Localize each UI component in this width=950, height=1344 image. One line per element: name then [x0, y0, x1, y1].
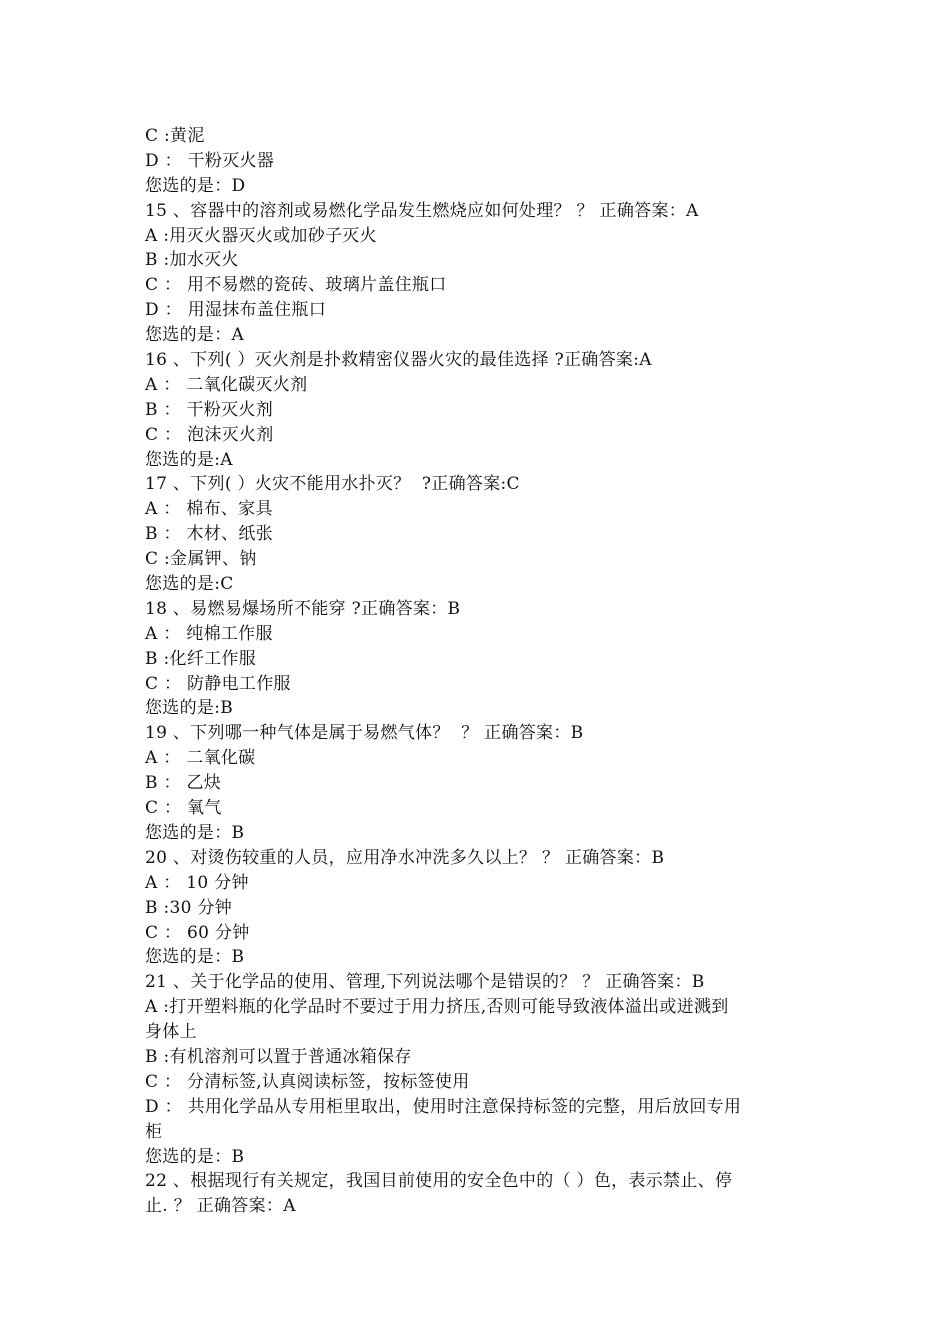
- option-line: B :有机溶剂可以置于普通冰箱保存: [145, 1046, 412, 1067]
- option-line: C ： 泡沫灭火剂: [145, 424, 274, 445]
- option-line: A ： 10 分钟: [145, 872, 249, 893]
- question-line: 17 、下列( ）火灾不能用水扑灭？ ?正确答案:C: [145, 474, 520, 495]
- option-line-continuation: 柜: [145, 1121, 163, 1142]
- selected-answer-line: 您选的是:C: [145, 574, 234, 595]
- option-line-continuation: 身体上: [145, 1022, 197, 1043]
- selected-answer-line: 您选的是：B: [145, 822, 245, 843]
- selected-answer-line: 您选的是：B: [145, 947, 245, 968]
- option-line: B :加水灭火: [145, 250, 239, 271]
- option-line: A ： 纯棉工作服: [145, 623, 273, 644]
- question-line: 20 、对烫伤较重的人员，应用净水冲洗多久以上？ ？ 正确答案：B: [145, 847, 665, 868]
- question-line-continuation: 止. ？ 正确答案：A: [145, 1196, 296, 1217]
- option-line: C ： 用不易燃的瓷砖、玻璃片盖住瓶口: [145, 275, 447, 296]
- selected-answer-line: 您选的是：A: [145, 325, 245, 346]
- selected-answer-line: 您选的是:B: [145, 698, 234, 719]
- option-line: B ： 木材、纸张: [145, 524, 273, 545]
- selected-answer-line: 您选的是：D: [145, 175, 246, 196]
- option-line: C ： 分清标签,认真阅读标签，按标签使用: [145, 1071, 470, 1092]
- question-line: 16 、下列( ）灭火剂是扑救精密仪器火灾的最佳选择 ?正确答案:A: [145, 350, 652, 371]
- question-line: 18 、易燃易爆场所不能穿 ?正确答案：B: [145, 598, 461, 619]
- option-line: A :打开塑料瓶的化学品时不要过于用力挤压,否则可能导致液体溢出或迸溅到: [145, 997, 729, 1018]
- question-line: 15 、容器中的溶剂或易燃化学品发生燃烧应如何处理？ ？ 正确答案：A: [145, 200, 699, 221]
- option-line: D ： 用湿抹布盖住瓶口: [145, 300, 327, 321]
- option-line: A :用灭火器灭火或加砂子灭火: [145, 225, 377, 246]
- option-line: A ： 二氧化碳灭火剂: [145, 374, 308, 395]
- option-line: C ： 防静电工作服: [145, 673, 291, 694]
- option-line: D ： 共用化学品从专用柜里取出，使用时注意保持标签的完整，用后放回专用: [145, 1096, 742, 1117]
- option-line: B :化纤工作服: [145, 648, 257, 669]
- question-line: 19 、下列哪一种气体是属于易燃气体？ ？ 正确答案：B: [145, 723, 584, 744]
- selected-answer-line: 您选的是：B: [145, 1146, 245, 1167]
- option-line: A ： 二氧化碳: [145, 748, 256, 769]
- option-line: B ： 乙炔: [145, 773, 222, 794]
- option-line: D ： 干粉灭火器: [145, 150, 275, 171]
- option-line: A ： 棉布、家具: [145, 499, 273, 520]
- question-line: 21 、关于化学品的使用、管理,下列说法哪个是错误的？ ？ 正确答案：B: [145, 972, 705, 993]
- option-line: C :金属钾、钠: [145, 549, 257, 570]
- option-line: B :30 分钟: [145, 897, 233, 918]
- option-line: C :黄泥: [145, 126, 205, 146]
- option-line: B ： 干粉灭火剂: [145, 399, 273, 420]
- option-line: C ： 氧气: [145, 798, 222, 819]
- option-line: C ： 60 分钟: [145, 922, 250, 943]
- selected-answer-line: 您选的是:A: [145, 449, 233, 470]
- quiz-text-body: [145, 124, 805, 1219]
- question-line: 22 、根据现行有关规定，我国目前使用的安全色中的（ ）色，表示禁止、停: [145, 1171, 733, 1192]
